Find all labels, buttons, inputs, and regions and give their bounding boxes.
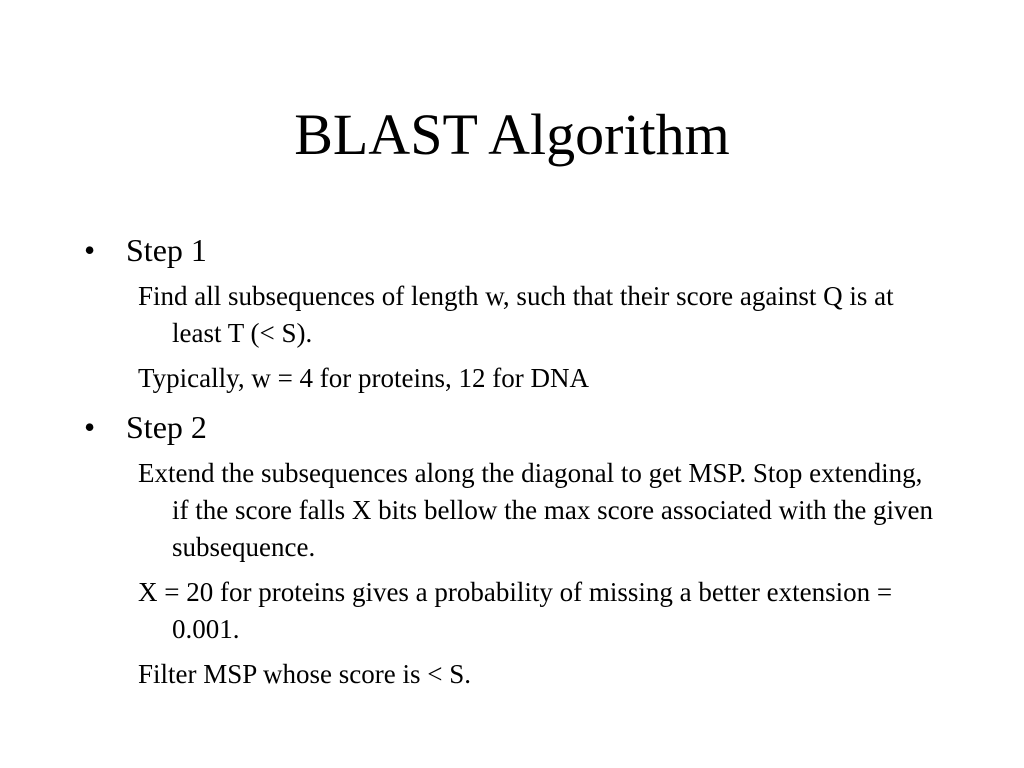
sub-item: Extend the subsequences along the diagonal to get MSP. Stop extending, if the score falls X bits bellow the max score associated with the given subsequence. bbox=[138, 458, 934, 562]
bullet-label: Step 2 bbox=[126, 409, 207, 445]
sub-item: Filter MSP whose score is < S. bbox=[138, 659, 471, 689]
slide-body bbox=[84, 228, 944, 701]
sub-item: Find all subsequences of length w, such that their score against Q is at least T (< S). bbox=[138, 281, 894, 348]
bullet-step-1 bbox=[84, 228, 944, 272]
sub-list-step-1 bbox=[138, 278, 944, 397]
sub-item: X = 20 for proteins gives a probability of missing a better extension = 0.001. bbox=[138, 577, 893, 644]
bullet-label: Step 1 bbox=[126, 232, 207, 268]
sub-item: Typically, w = 4 for proteins, 12 for DNA bbox=[138, 363, 589, 393]
sub-list-step-2 bbox=[138, 455, 944, 693]
bullet-step-2 bbox=[84, 405, 944, 449]
slide-title: BLAST Algorithm bbox=[294, 102, 730, 167]
bullet-mark: • bbox=[84, 232, 96, 268]
bullet-mark: • bbox=[84, 409, 96, 445]
